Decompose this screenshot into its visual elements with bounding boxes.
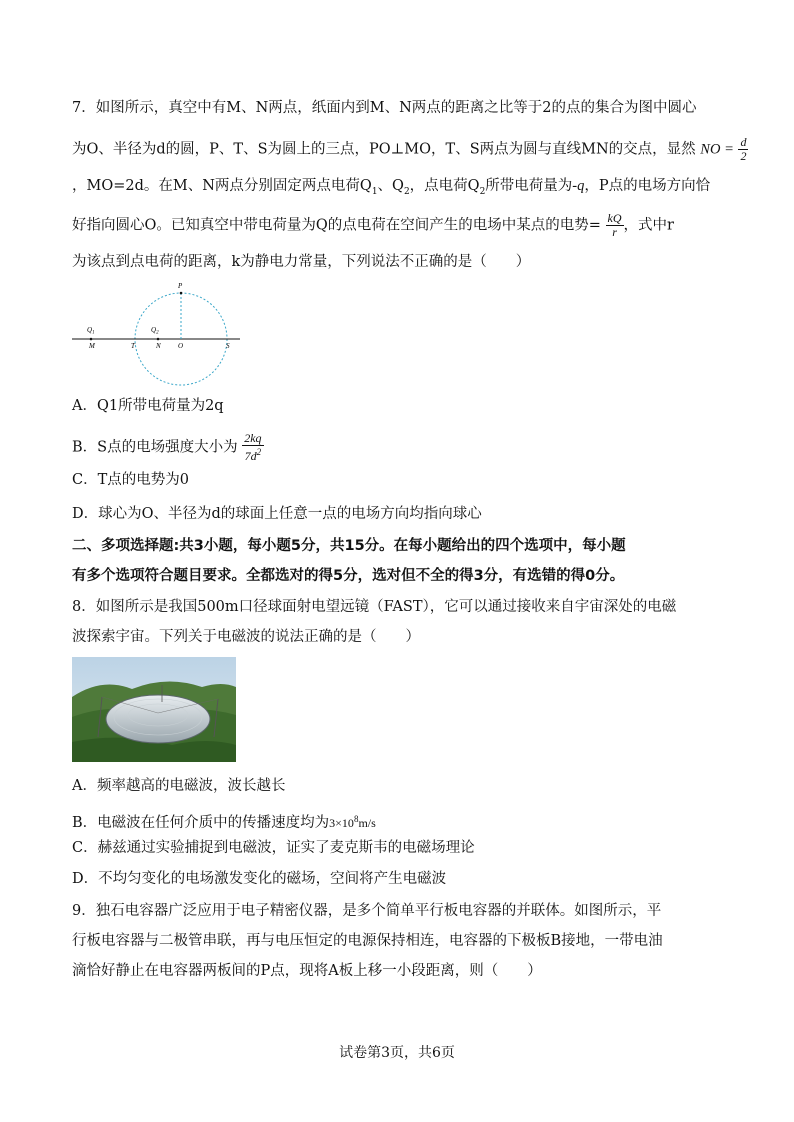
point-m (90, 338, 93, 341)
section-2-heading-line-2: 有多个选项符合题目要求。全都选对的得5分，选对但不全的得3分，有选错的得0分。 (72, 568, 625, 584)
q7-line-3: ，MO=2d。在M、N两点分别固定两点电荷$Q_1$、$Q_2$，点电荷$Q_2$所带电荷量为-q，P点的电场方向恰 (72, 178, 711, 197)
label-t: T (131, 342, 135, 350)
label-p: P (178, 282, 183, 290)
q8-option-d: D．不均匀变化的电场激发变化的磁场，空间将产生电磁波 (72, 871, 447, 887)
q9-line-3: 滴恰好静止在电容器两板间的P点，现将A板上移一小段距离，则（ ） (72, 963, 542, 979)
q7-option-c: C．T点的电势为0 (72, 472, 189, 488)
q9-line-1: 9．独石电容器广泛应用于电子精密仪器，是多个简单平行板电容器的并联体。如图所示，平 (72, 903, 662, 919)
q7-option-d: D．球心为O、半径为d的球面上任意一点的电场方向均指向球心 (72, 506, 482, 522)
fraction-kq-over-r: $\frac{kQ}{r}$ (607, 211, 622, 239)
q8-line-2: 波探索宇宙。下列关于电磁波的说法正确的是（ ） (72, 629, 420, 645)
label-o: O (178, 342, 184, 350)
point-n (157, 338, 160, 341)
label-m: M (89, 342, 95, 350)
label-q1: $Q_1$ (87, 326, 95, 336)
section-2-heading-line-1: 二、多项选择题:共3小题，每小题5分，共15分。在每小题给出的四个选项中，每小题 (72, 538, 626, 554)
label-n: N (156, 342, 161, 350)
q8-option-b: B．电磁波在任何介质中的传播速度均为$3\times 10^8m/s$ (72, 814, 376, 831)
fraction-2kq-over-7d2: $\frac{2kq}{7d^2}$ (244, 431, 262, 463)
q8-option-c: C．赫兹通过实验捕捉到电磁波，证实了麦克斯韦的电磁场理论 (72, 840, 475, 856)
q9-line-2: 行板电容器与二极管串联，再与电压恒定的电源保持相连，电容器的下极板B接地，一带电油 (72, 933, 663, 949)
q7-circle-diagram (70, 278, 250, 386)
point-p (180, 292, 183, 295)
q7-option-b: B．S点的电场强度大小为 $\frac{2kq}{7d^2}$ (72, 431, 262, 463)
q7-line-4: 好指向圆心O。已知真空中带电荷量为Q的点电荷在空间产生的电场中某点的电势= $\frac{kQ}{r}$ ，式中r (72, 211, 674, 239)
q8-line-1: 8．如图所示是我国500m口径球面射电望远镜（FAST），它可以通过接收来自宇宙深处的电磁 (72, 599, 677, 615)
q8-option-a: A．频率越高的电磁波，波长越长 (72, 778, 286, 794)
page-footer: 试卷第3页，共6页 (339, 1045, 455, 1061)
label-s: S (226, 342, 230, 350)
q7-line-1: 7．如图所示，真空中有M、N两点，纸面内到M、N两点的距离之比等于2的点的集合为图中圆心 (72, 100, 697, 116)
fraction-d-over-2: $\frac{d}{2}$ (740, 135, 747, 163)
frac-lhs: NO = (700, 141, 734, 158)
q7-line-5: 为该点到点电荷的距离，k为静电力常量，下列说法不正确的是（ ） (72, 254, 531, 270)
q7-option-a: A．Q1所带电荷量为2q (72, 398, 224, 414)
fast-telescope-photo (72, 657, 236, 762)
label-q2: $Q_2$ (151, 326, 159, 336)
q7-line-2: 为O、半径为d的圆，P、T、S为圆上的三点，PO⊥MO，T、S两点为圆与直线MN的交点，显然 NO = $\frac{d}{2}$ (72, 135, 747, 163)
